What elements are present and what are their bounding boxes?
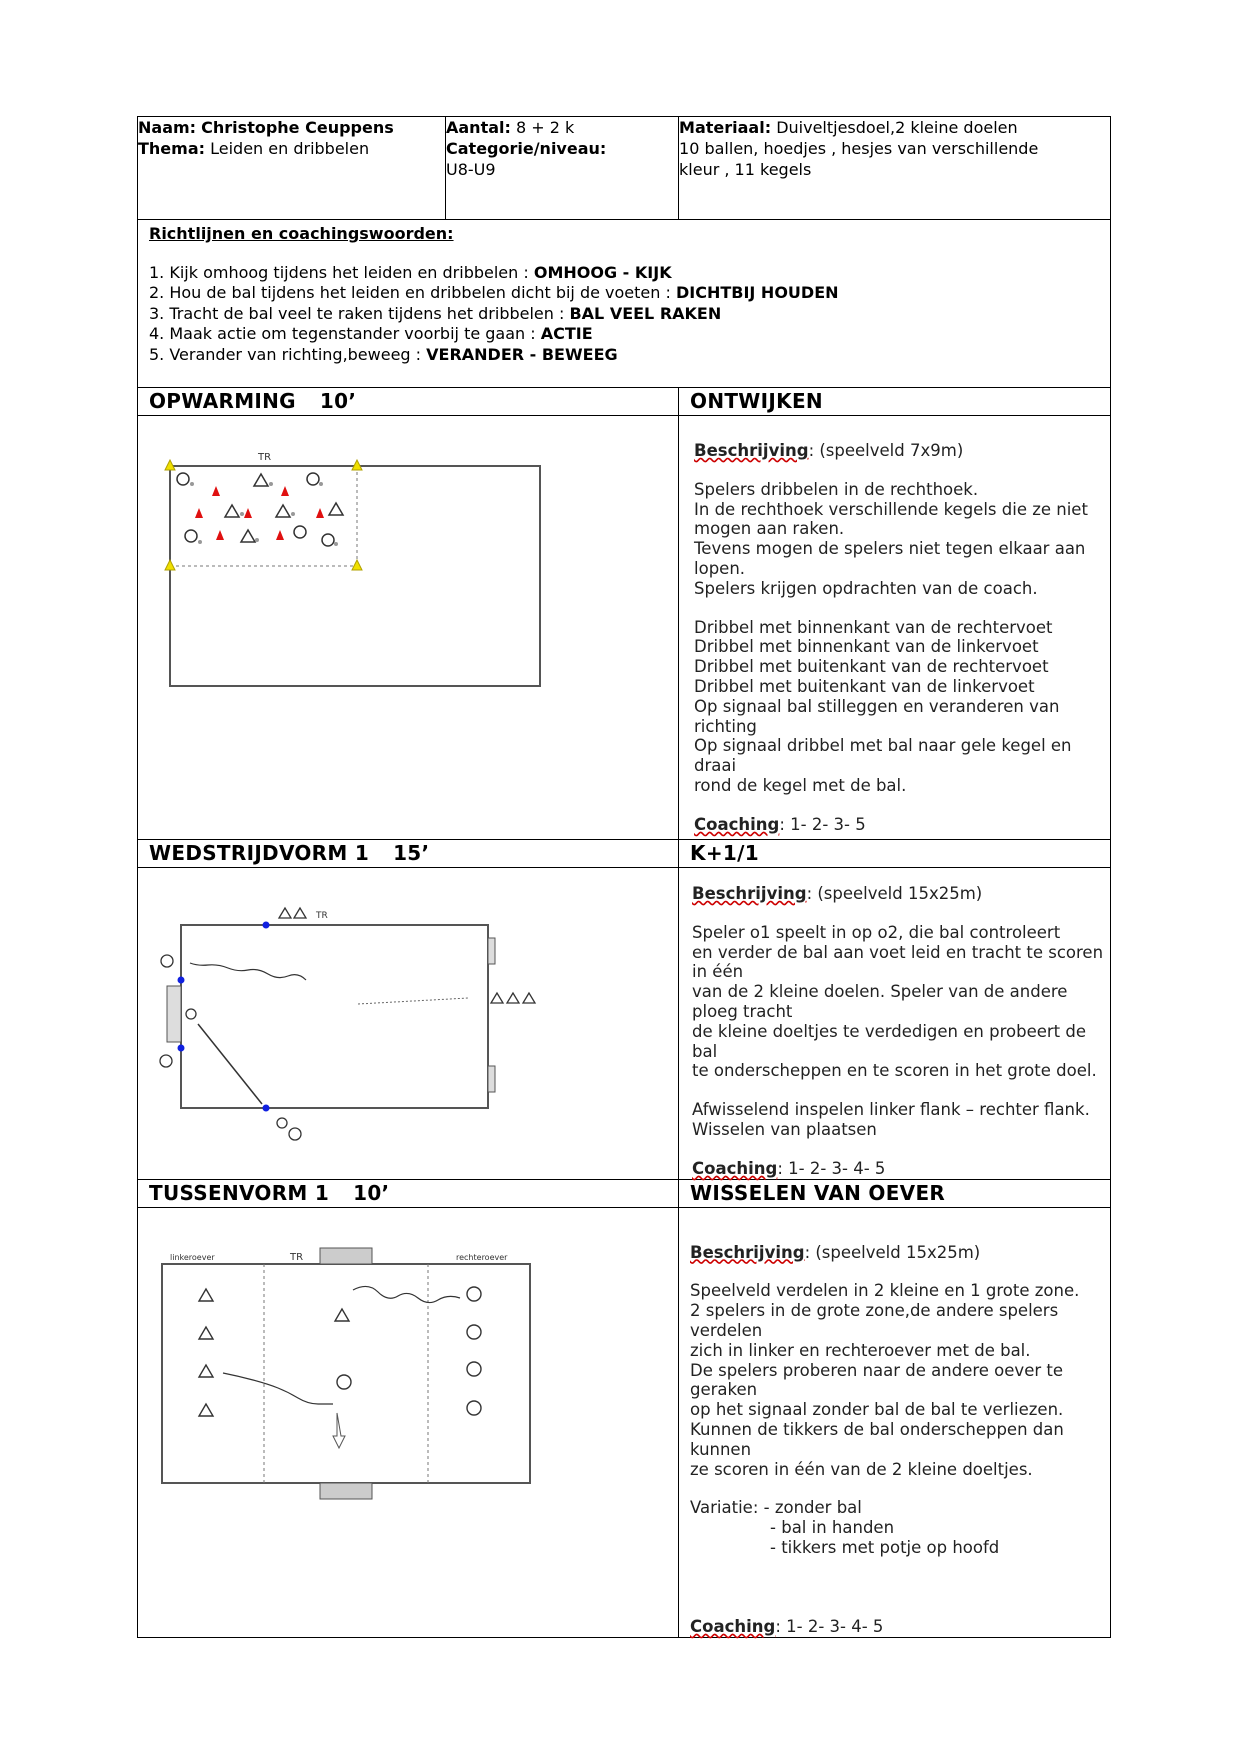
guidelines-cell [138,220,1111,388]
thema-label: Thema: [138,139,206,158]
player-triangle-icon [335,1309,349,1321]
player-triangle-icon [241,530,255,542]
description-line: Kunnen de tikkers de bal onderscheppen dan kunnen [690,1419,1064,1459]
goal-bottom [320,1483,372,1499]
field-rect [181,925,488,1108]
blue-markers [178,922,270,1112]
player-triangle-icon [199,1327,213,1339]
ball-icon [291,512,295,516]
description-line: Dribbel met binnenkant van de rechtervoet [694,617,1053,637]
player-triangle-icon [491,993,503,1003]
description-line: In de rechthoek verschillende kegels die ze niet [694,499,1088,519]
guideline-keyword: DICHTBIJ HOUDEN [675,283,839,302]
section-title-row [138,388,1111,416]
blue-marker-icon [263,922,270,929]
guideline-item [149,304,1110,325]
guidelines-row [138,220,1111,388]
section-duration: 10’ [319,389,357,413]
spacer [694,461,1110,480]
player-circle-icon [467,1401,481,1415]
player-triangle-icon [276,505,290,517]
description [679,416,1110,835]
exercise-name: WISSELEN VAN OEVER [679,1179,1111,1207]
player-circle-icon [277,1118,287,1128]
section-duration: 15’ [393,841,430,865]
aantal-cell [446,117,679,220]
coaching-label: Coaching [690,1616,776,1636]
section-name: OPWARMING [149,389,296,413]
guideline-item [149,283,1110,304]
small-goal [488,938,495,964]
warmup-diagram [138,416,563,835]
spacer [694,599,1110,618]
ball-icon [198,540,202,544]
spacer [690,1558,1110,1617]
section-body-row [138,1207,1111,1637]
ball-icon [240,512,244,516]
goal-top [320,1248,372,1264]
description-line: Afwisselend inspelen linker flank – rechter flank. [692,1100,1090,1120]
player-circle-icon [307,473,319,485]
players [160,908,535,1140]
variatie-label: Variatie: [690,1498,764,1518]
description [679,1208,1110,1637]
player-circle-icon [160,1055,172,1067]
dribble-path [353,1286,460,1302]
spacer [690,1479,1110,1498]
guideline-keyword: VERANDER - BEWEEG [426,344,618,364]
section-title [138,840,679,868]
section-title-row [138,840,1111,868]
description-line: Speelveld verdelen in 2 kleine en 1 grote zone. [690,1281,1080,1301]
blue-marker-icon [263,1105,270,1112]
player-circle-icon [161,955,173,967]
aantal-value: 8 + 2 k [516,118,575,137]
categorie-value: U8-U9 [446,160,496,179]
run-arrow-icon [333,1413,345,1448]
guideline-text: 4. Maak actie om tegenstander voorbij te gaan : [149,324,541,343]
field-size: : (speelveld 15x25m) [804,1242,981,1262]
player-circle-icon [467,1362,481,1376]
description-line: Wisselen van plaatsen [692,1119,877,1139]
description [679,868,1110,1179]
field-size: : (speelveld 7x9m) [808,441,964,460]
aantal-label: Aantal: [446,118,511,137]
description-line: de kleine doeltjes te verdedigen en probeert de bal [692,1021,1086,1061]
guideline-item [149,263,1110,284]
player-triangle-icon [294,908,306,918]
exercise-name: ONTWIJKEN [679,388,1111,416]
player-triangle-icon [507,993,519,1003]
red-cone-icon [316,508,324,518]
players [199,1287,481,1416]
field-rect [170,466,540,686]
field-size: : (speelveld 15x25m) [806,884,983,903]
materiaal-label: Materiaal: [679,118,772,137]
red-cone-icon [244,508,252,518]
player-circle-icon [467,1287,481,1301]
yellow-cone-icon [165,560,175,570]
description-line: Spelers dribbelen in de rechthoek. [694,479,979,499]
guideline-item [149,324,1110,345]
player-circle-icon [186,1009,196,1019]
match-diagram [138,868,563,1174]
naam-label: Naam: [138,118,197,137]
trainer-label: TR [290,1251,304,1263]
player-circle-icon [467,1325,481,1339]
coaching-value: : 1- 2- 3- 4- 5 [775,1616,884,1636]
coaching-label: Coaching [694,814,780,834]
small-goal [488,1066,495,1092]
section-body-row [138,868,1111,1180]
guideline-item [149,345,1110,366]
dribble-path [190,963,306,980]
coaching-value: : 1- 2- 3- 5 [779,814,866,834]
description-line: ze scoren in één van de 2 kleine doeltjes. [690,1459,1033,1479]
name-theme-cell [138,117,446,220]
player-circle-icon [289,1128,301,1140]
spacer [692,904,1110,923]
description-line: Dribbel met buitenkant van de linkervoet [694,676,1035,696]
categorie-label: Categorie/niveau: [446,139,607,158]
player-triangle-icon [329,503,343,515]
description-line: te onderscheppen en te scoren in het grote doel. [692,1061,1097,1081]
blue-marker-icon [178,977,185,984]
zones-diagram [138,1208,563,1607]
header-row [138,117,1111,220]
materiaal-line: 10 ballen, hoedjes , hesjes van verschillende [679,139,1039,158]
ball-icon [334,542,338,546]
red-cone-icon [276,530,284,540]
player-triangle-icon [254,474,268,486]
guideline-keyword: OMHOOG - KIJK [533,262,672,282]
description-cell [679,416,1111,840]
right-bank-label: rechteroever [456,1252,508,1262]
section-title [138,388,679,416]
player-circle-icon [177,473,189,485]
player-circle-icon [337,1375,351,1389]
section-title-row [138,1179,1111,1207]
spacer [690,1262,1110,1281]
description-line: rond de kegel met de bal. [694,775,907,795]
guideline-text: 2. Hou de bal tijdens het leiden en dribbelen dicht bij de voeten : [149,283,676,302]
ball-icon [255,538,259,542]
guideline-text: 5. Verander van richting,beweeg : [149,344,427,364]
description-line: De spelers proberen naar de andere oever te geraken [690,1360,1063,1400]
guideline-keyword: BAL VEEL RAKEN [569,303,722,323]
section-body-row [138,416,1111,840]
section-name: WEDSTRIJDVORM 1 [149,841,370,865]
description-line: op het signaal zonder bal de bal te verliezen. [690,1400,1064,1420]
variatie-item: - zonder bal [763,1498,862,1518]
trainer-label: TR [258,452,272,463]
diagram-cell [138,1207,679,1637]
description-line: Tevens mogen de spelers niet tegen elkaar aan lopen. [694,539,1086,578]
player-triangle-icon [199,1365,213,1377]
left-bank-label: linkeroever [170,1252,215,1262]
spacer [694,796,1110,815]
player-circle-icon [294,526,306,538]
section-duration: 10’ [353,1180,390,1205]
player-circle-icon [322,534,334,546]
player-triangle-icon [225,505,239,517]
description-cell [679,1207,1111,1637]
guideline-text: 3. Tracht de bal veel te raken tijdens het dribbelen : [149,303,570,323]
ball-icon [319,482,323,486]
dribble-path [223,1373,333,1404]
run-path [358,998,468,1004]
pass-arrow [198,1024,262,1104]
description-line: Spelers krijgen opdrachten van de coach. [694,578,1038,598]
materiaal-line: kleur , 11 kegels [679,160,812,179]
field-rect [162,1264,530,1483]
description-line: 2 spelers in de grote zone,de andere spelers verdelen [690,1301,1059,1340]
big-goal [167,986,181,1042]
description-line: Speler o1 speelt in op o2, die bal controleert [692,922,1061,942]
player-circle-icon [185,530,197,542]
description-cell [679,868,1111,1180]
section-name: TUSSENVORM 1 [149,1180,330,1205]
diagram-cell [138,868,679,1180]
ball-icon [190,482,194,486]
diagram-cell [138,416,679,840]
description-line: Op signaal bal stilleggen en veranderen van richting [694,696,1060,736]
red-cone-icon [216,530,224,540]
description-line: mogen aan raken. [694,519,845,539]
session-table [137,116,1111,1638]
players [177,473,343,546]
naam-value: Christophe Ceuppens [201,118,394,137]
description-line: Dribbel met binnenkant van de linkervoet [694,637,1039,657]
variatie-item: - tikkers met potje op hoofd [770,1537,1000,1557]
thema-value: Leiden en dribbelen [210,139,370,158]
description-line: zich in linker en rechteroever met de bal. [690,1340,1031,1360]
guideline-keyword: ACTIE [540,324,593,343]
description-line: en verder de bal aan voet leid en tracht te scoren in één [692,942,1104,982]
description-line: van de 2 kleine doelen. Speler van de andere ploeg tracht [692,982,1068,1021]
description-label: Beschrijving [694,441,809,460]
red-cone-icon [195,508,203,518]
balls [190,482,338,546]
red-cones [195,486,324,540]
red-cone-icon [212,486,220,496]
trainer-label: TR [316,911,328,921]
variatie-item: - bal in handen [770,1518,895,1538]
section-title [138,1179,679,1207]
description-label: Beschrijving [690,1242,805,1262]
materiaal-line: Duiveltjesdoel,2 kleine doelen [776,118,1018,137]
player-triangle-icon [199,1289,213,1301]
materiaal-cell [679,117,1111,220]
coaching-label: Coaching [692,1158,778,1178]
player-triangle-icon [199,1404,213,1416]
guidelines-title: Richtlijnen en coachingswoorden: [149,224,454,243]
spacer [692,1140,1110,1159]
session-sheet [137,116,1110,1638]
player-triangle-icon [523,993,535,1003]
yellow-cone-icon [352,560,362,570]
description-label: Beschrijving [692,884,807,903]
coaching-value: : 1- 2- 3- 4- 5 [777,1158,886,1178]
ball-icon [269,482,273,486]
red-cone-icon [281,486,289,496]
blue-marker-icon [178,1045,185,1052]
exercise-name: K+1/1 [679,840,1111,868]
description-line: Dribbel met buitenkant van de rechtervoet [694,657,1049,677]
guideline-text: 1. Kijk omhoog tijdens het leiden en dribbelen : [149,262,534,282]
description-line: Op signaal dribbel met bal naar gele kegel en draai [694,736,1072,776]
player-triangle-icon [279,908,291,918]
spacer [692,1081,1110,1100]
